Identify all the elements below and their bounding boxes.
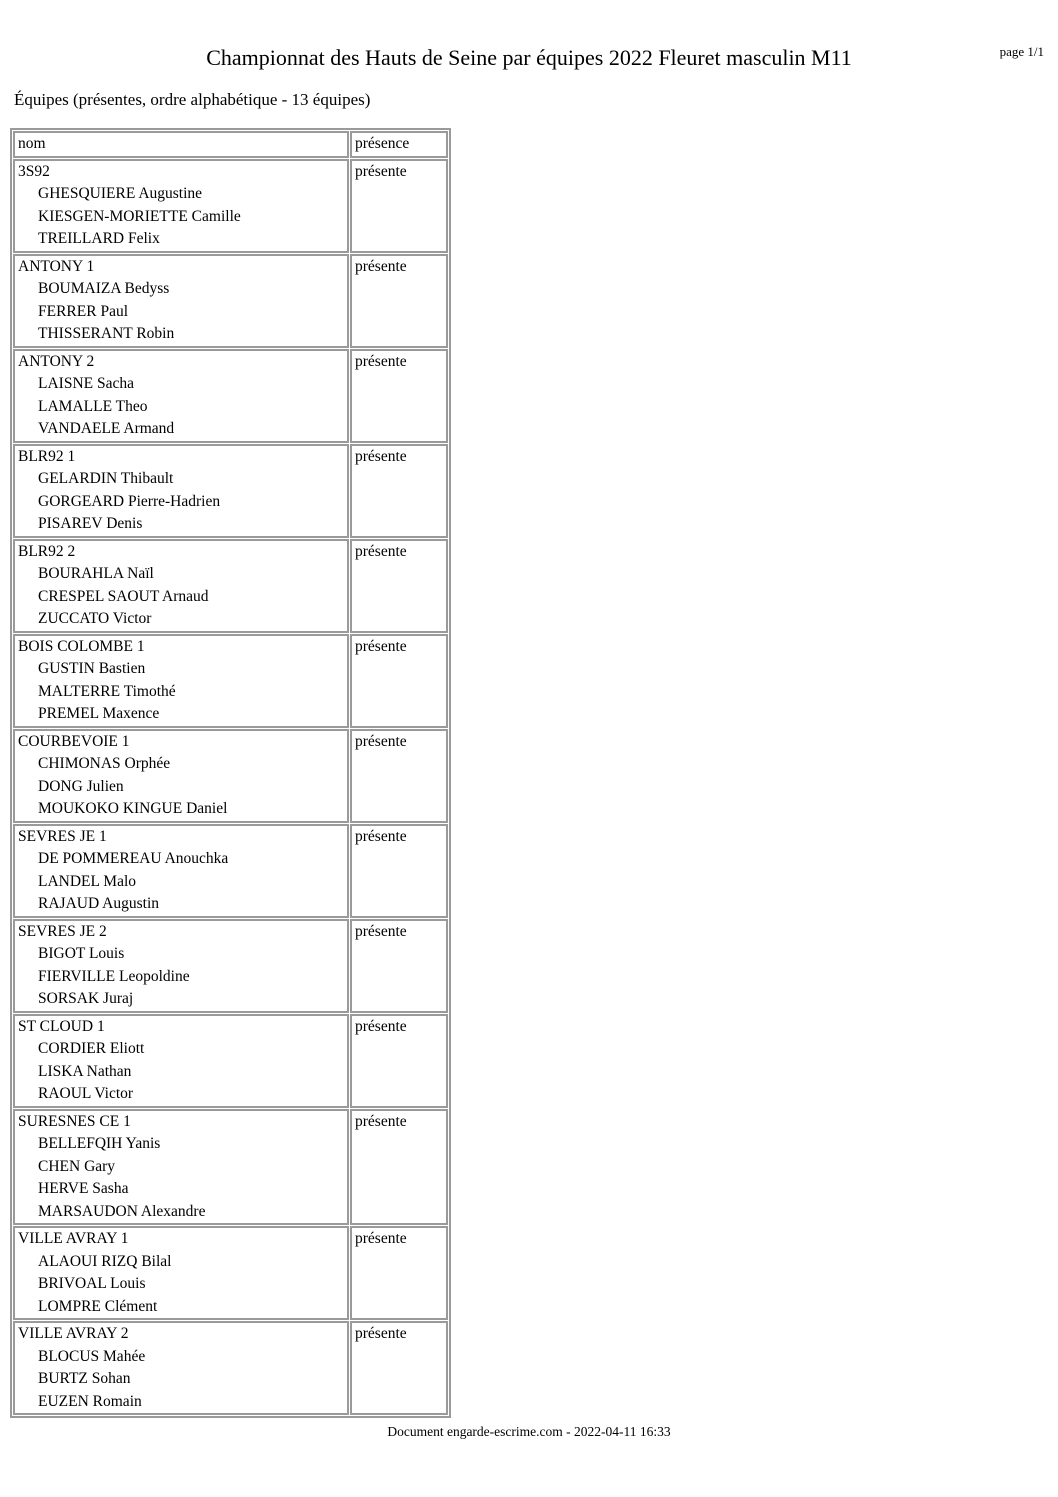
presence-cell: présente (350, 1226, 448, 1320)
team-member: LAISNE Sacha (38, 375, 134, 392)
team-name: SURESNES CE 1 (18, 1112, 131, 1130)
document-footer: Document engarde-escrime.com - 2022-04-11 16:33 (387, 1424, 671, 1439)
team-cell (13, 1109, 349, 1226)
presence-cell: présente (350, 729, 448, 823)
team-member: TREILLARD Felix (38, 230, 160, 247)
team-member: GUSTIN Bastien (38, 660, 146, 677)
team-member: BOURAHLA Naïl (38, 565, 154, 582)
table-row (13, 1109, 448, 1226)
team-member: MOUKOKO KINGUE Daniel (38, 800, 228, 817)
team-member: CHEN Gary (38, 1157, 116, 1175)
page-number: page 1/1 (999, 44, 1044, 59)
table-row (13, 1321, 448, 1415)
team-cell (13, 919, 349, 1013)
team-member: DE POMMEREAU Anouchka (38, 850, 229, 867)
table-row (13, 444, 448, 538)
team-member: EUZEN Romain (38, 1392, 142, 1410)
team-member: BURTZ Sohan (38, 1370, 131, 1387)
teams-table-container (10, 128, 451, 1418)
team-name: BLR92 1 (18, 447, 76, 465)
team-member: RAJAUD Augustin (38, 895, 160, 912)
table-row (13, 1226, 448, 1320)
team-name: 3S92 (18, 162, 50, 180)
team-name: BLR92 2 (18, 542, 76, 560)
team-member: BRIVOAL Louis (38, 1275, 146, 1292)
team-member: PREMEL Maxence (38, 705, 160, 722)
team-name: ANTONY 2 (18, 352, 95, 370)
table-body (13, 159, 448, 1416)
team-cell (13, 539, 349, 633)
presence-cell: présente (350, 1014, 448, 1108)
team-member: RAOUL Victor (38, 1085, 134, 1102)
team-member: ALAOUI RIZQ Bilal (38, 1252, 172, 1270)
team-member: LISKA Nathan (38, 1062, 132, 1080)
team-name: ST CLOUD 1 (18, 1017, 105, 1035)
presence-cell: présente (350, 824, 448, 918)
team-name: BOIS COLOMBE 1 (18, 637, 145, 655)
teams-table (10, 128, 451, 1418)
team-member: THISSERANT Robin (38, 325, 175, 342)
team-member: FIERVILLE Leopoldine (38, 967, 190, 985)
table-row (13, 254, 448, 348)
team-member: DONG Julien (38, 777, 124, 795)
table-header (13, 131, 448, 158)
team-name: ANTONY 1 (18, 257, 95, 275)
team-cell (13, 1014, 349, 1108)
presence-cell: présente (350, 159, 448, 253)
table-row (13, 729, 448, 823)
team-name: SEVRES JE 1 (18, 827, 107, 845)
team-member: BLOCUS Mahée (38, 1347, 146, 1365)
page-title: Championnat des Hauts de Seine par équipes 2022 Fleuret masculin M11 (206, 45, 852, 70)
team-member: CORDIER Eliott (38, 1040, 145, 1057)
team-member: GORGEARD Pierre-Hadrien (38, 492, 221, 510)
team-member: KIESGEN-MORIETTE Camille (38, 207, 241, 225)
table-row (13, 349, 448, 443)
team-cell (13, 349, 349, 443)
team-member: BIGOT Louis (38, 945, 125, 962)
team-name: COURBEVOIE 1 (18, 732, 130, 750)
team-cell (13, 254, 349, 348)
presence-cell: présente (350, 444, 448, 538)
table-row (13, 1014, 448, 1108)
team-cell (13, 1321, 349, 1415)
team-cell (13, 729, 349, 823)
presence-cell: présente (350, 349, 448, 443)
team-member: FERRER Paul (38, 302, 129, 320)
presence-cell: présente (350, 1109, 448, 1226)
team-member: BOUMAIZA Bedyss (38, 280, 170, 297)
presence-cell: présente (350, 254, 448, 348)
team-member: CHIMONAS Orphée (38, 755, 171, 772)
table-row (13, 919, 448, 1013)
team-member: MARSAUDON Alexandre (38, 1202, 206, 1220)
presence-cell: présente (350, 539, 448, 633)
team-cell (13, 824, 349, 918)
presence-cell: présente (350, 634, 448, 728)
team-member: VANDAELE Armand (38, 420, 175, 437)
team-cell (13, 159, 349, 253)
team-member: PISAREV Denis (38, 515, 143, 532)
team-member: GELARDIN Thibault (38, 470, 174, 487)
presence-cell: présente (350, 919, 448, 1013)
team-name: VILLE AVRAY 2 (18, 1325, 129, 1342)
team-member: LANDEL Malo (38, 872, 137, 890)
team-member: GHESQUIERE Augustine (38, 185, 203, 202)
team-member: LAMALLE Theo (38, 397, 148, 415)
team-member: SORSAK Juraj (38, 990, 134, 1007)
header-row (13, 131, 448, 158)
team-cell (13, 444, 349, 538)
table-row (13, 159, 448, 253)
team-member: LOMPRE Clément (38, 1297, 158, 1315)
team-member: CRESPEL SAOUT Arnaud (38, 587, 209, 605)
teams-subtitle: Équipes (présentes, ordre alphabétique - 13 équipes) (14, 90, 371, 109)
table-row (13, 539, 448, 633)
team-cell (13, 634, 349, 728)
team-member: ZUCCATO Victor (38, 610, 152, 627)
column-header-nom: nom (13, 131, 349, 158)
team-name: VILLE AVRAY 1 (18, 1230, 129, 1247)
column-header-presence: présence (350, 131, 448, 158)
team-member: BELLEFQIH Yanis (38, 1135, 161, 1152)
team-member: HERVE Sasha (38, 1180, 129, 1197)
team-name: SEVRES JE 2 (18, 922, 107, 940)
team-cell (13, 1226, 349, 1320)
table-row (13, 824, 448, 918)
team-member: MALTERRE Timothé (38, 682, 176, 700)
presence-cell: présente (350, 1321, 448, 1415)
table-row (13, 634, 448, 728)
